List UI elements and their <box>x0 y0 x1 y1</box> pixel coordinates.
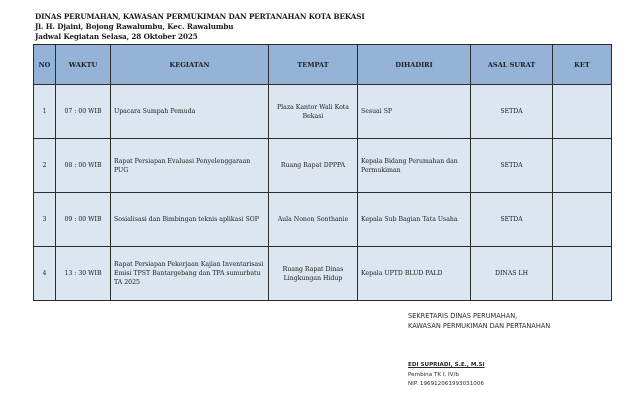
signatory-details <box>408 361 485 390</box>
cell-dihadiri: Sesuai SP <box>358 85 471 139</box>
cell-ket <box>553 85 612 139</box>
table-row <box>34 85 612 139</box>
cell-waktu: 08 : 00 WIB <box>56 139 111 193</box>
cell-no: 1 <box>34 85 56 139</box>
cell-tempat: Ruang Rapat Dinas Lingkungan Hidup <box>269 247 358 301</box>
cell-waktu: 13 : 30 WIB <box>56 247 111 301</box>
schedule-date: Jadwal Kegiatan Selasa, 28 Oktober 2025 <box>35 32 198 41</box>
cell-kegiatan: Sosialisasi dan Bimbingan teknis aplikasi SOP <box>111 193 269 247</box>
cell-no: 2 <box>34 139 56 193</box>
cell-kegiatan: Upacara Sumpah Pemuda <box>111 85 269 139</box>
signatory-name: EDI SUPRIADI, S.E., M.Si <box>408 362 485 368</box>
cell-tempat: Ruang Rapat DPPPA <box>269 139 358 193</box>
col-header-dihadiri: DIHADIRI <box>358 45 471 85</box>
signatory-title-line2: KAWASAN PERMUKIMAN DAN PERTANAHAN <box>408 321 551 330</box>
cell-tempat: Aula Nonon Sonthanie <box>269 193 358 247</box>
cell-waktu: 09 : 00 WIB <box>56 193 111 247</box>
cell-ket <box>553 247 612 301</box>
col-header-waktu: WAKTU <box>56 45 111 85</box>
cell-asal-surat: DINAS LH <box>471 247 553 301</box>
signatory-title <box>408 312 550 331</box>
table-row <box>34 247 612 301</box>
cell-no: 3 <box>34 193 56 247</box>
signatory-title-line1: SEKRETARIS DINAS PERUMAHAN, <box>408 312 518 320</box>
schedule-table <box>33 44 612 301</box>
cell-dihadiri: Kepala UPTD BLUD PALD <box>358 247 471 301</box>
table-row <box>34 139 612 193</box>
document-heading <box>35 12 365 42</box>
cell-asal-surat: SETDA <box>471 85 553 139</box>
cell-dihadiri: Kepala Sub Bagian Tata Usaha <box>358 193 471 247</box>
cell-kegiatan: Rapat Persiapan Pekerjaan Kajian Inventarisasi Emisi TPST Bantargebang dan TPA sumurbatu TA 2025 <box>111 247 269 301</box>
cell-kegiatan: Rapat Persiapan Evaluasi Penyelenggaraan PUG <box>111 139 269 193</box>
cell-ket <box>553 139 612 193</box>
table-header-row <box>34 45 612 85</box>
cell-ket <box>553 193 612 247</box>
agency-name: DINAS PERUMAHAN, KAWASAN PERMUKIMAN DAN PERTANAHAN KOTA BEKASI <box>35 12 365 21</box>
cell-dihadiri: Kepala Bidang Perumahan dan Permukiman <box>358 139 471 193</box>
col-header-ket: KET <box>553 45 612 85</box>
col-header-asal-surat: ASAL SURAT <box>471 45 553 85</box>
agency-address: Jl. H. Djaini, Bojong Rawalumbu, Kec. Rawalumbu <box>35 22 234 31</box>
table-row <box>34 193 612 247</box>
signatory-rank: Pembina TK I, IV/b <box>408 371 459 378</box>
col-header-kegiatan: KEGIATAN <box>111 45 269 85</box>
col-header-no: NO <box>34 45 56 85</box>
col-header-tempat: TEMPAT <box>269 45 358 85</box>
cell-tempat: Plaza Kantor Wali Kota Bekasi <box>269 85 358 139</box>
cell-waktu: 07 : 00 WIB <box>56 85 111 139</box>
cell-asal-surat: SETDA <box>471 193 553 247</box>
cell-asal-surat: SETDA <box>471 139 553 193</box>
signatory-nip: NIP. 196912061993031006 <box>408 381 484 387</box>
cell-no: 4 <box>34 247 56 301</box>
